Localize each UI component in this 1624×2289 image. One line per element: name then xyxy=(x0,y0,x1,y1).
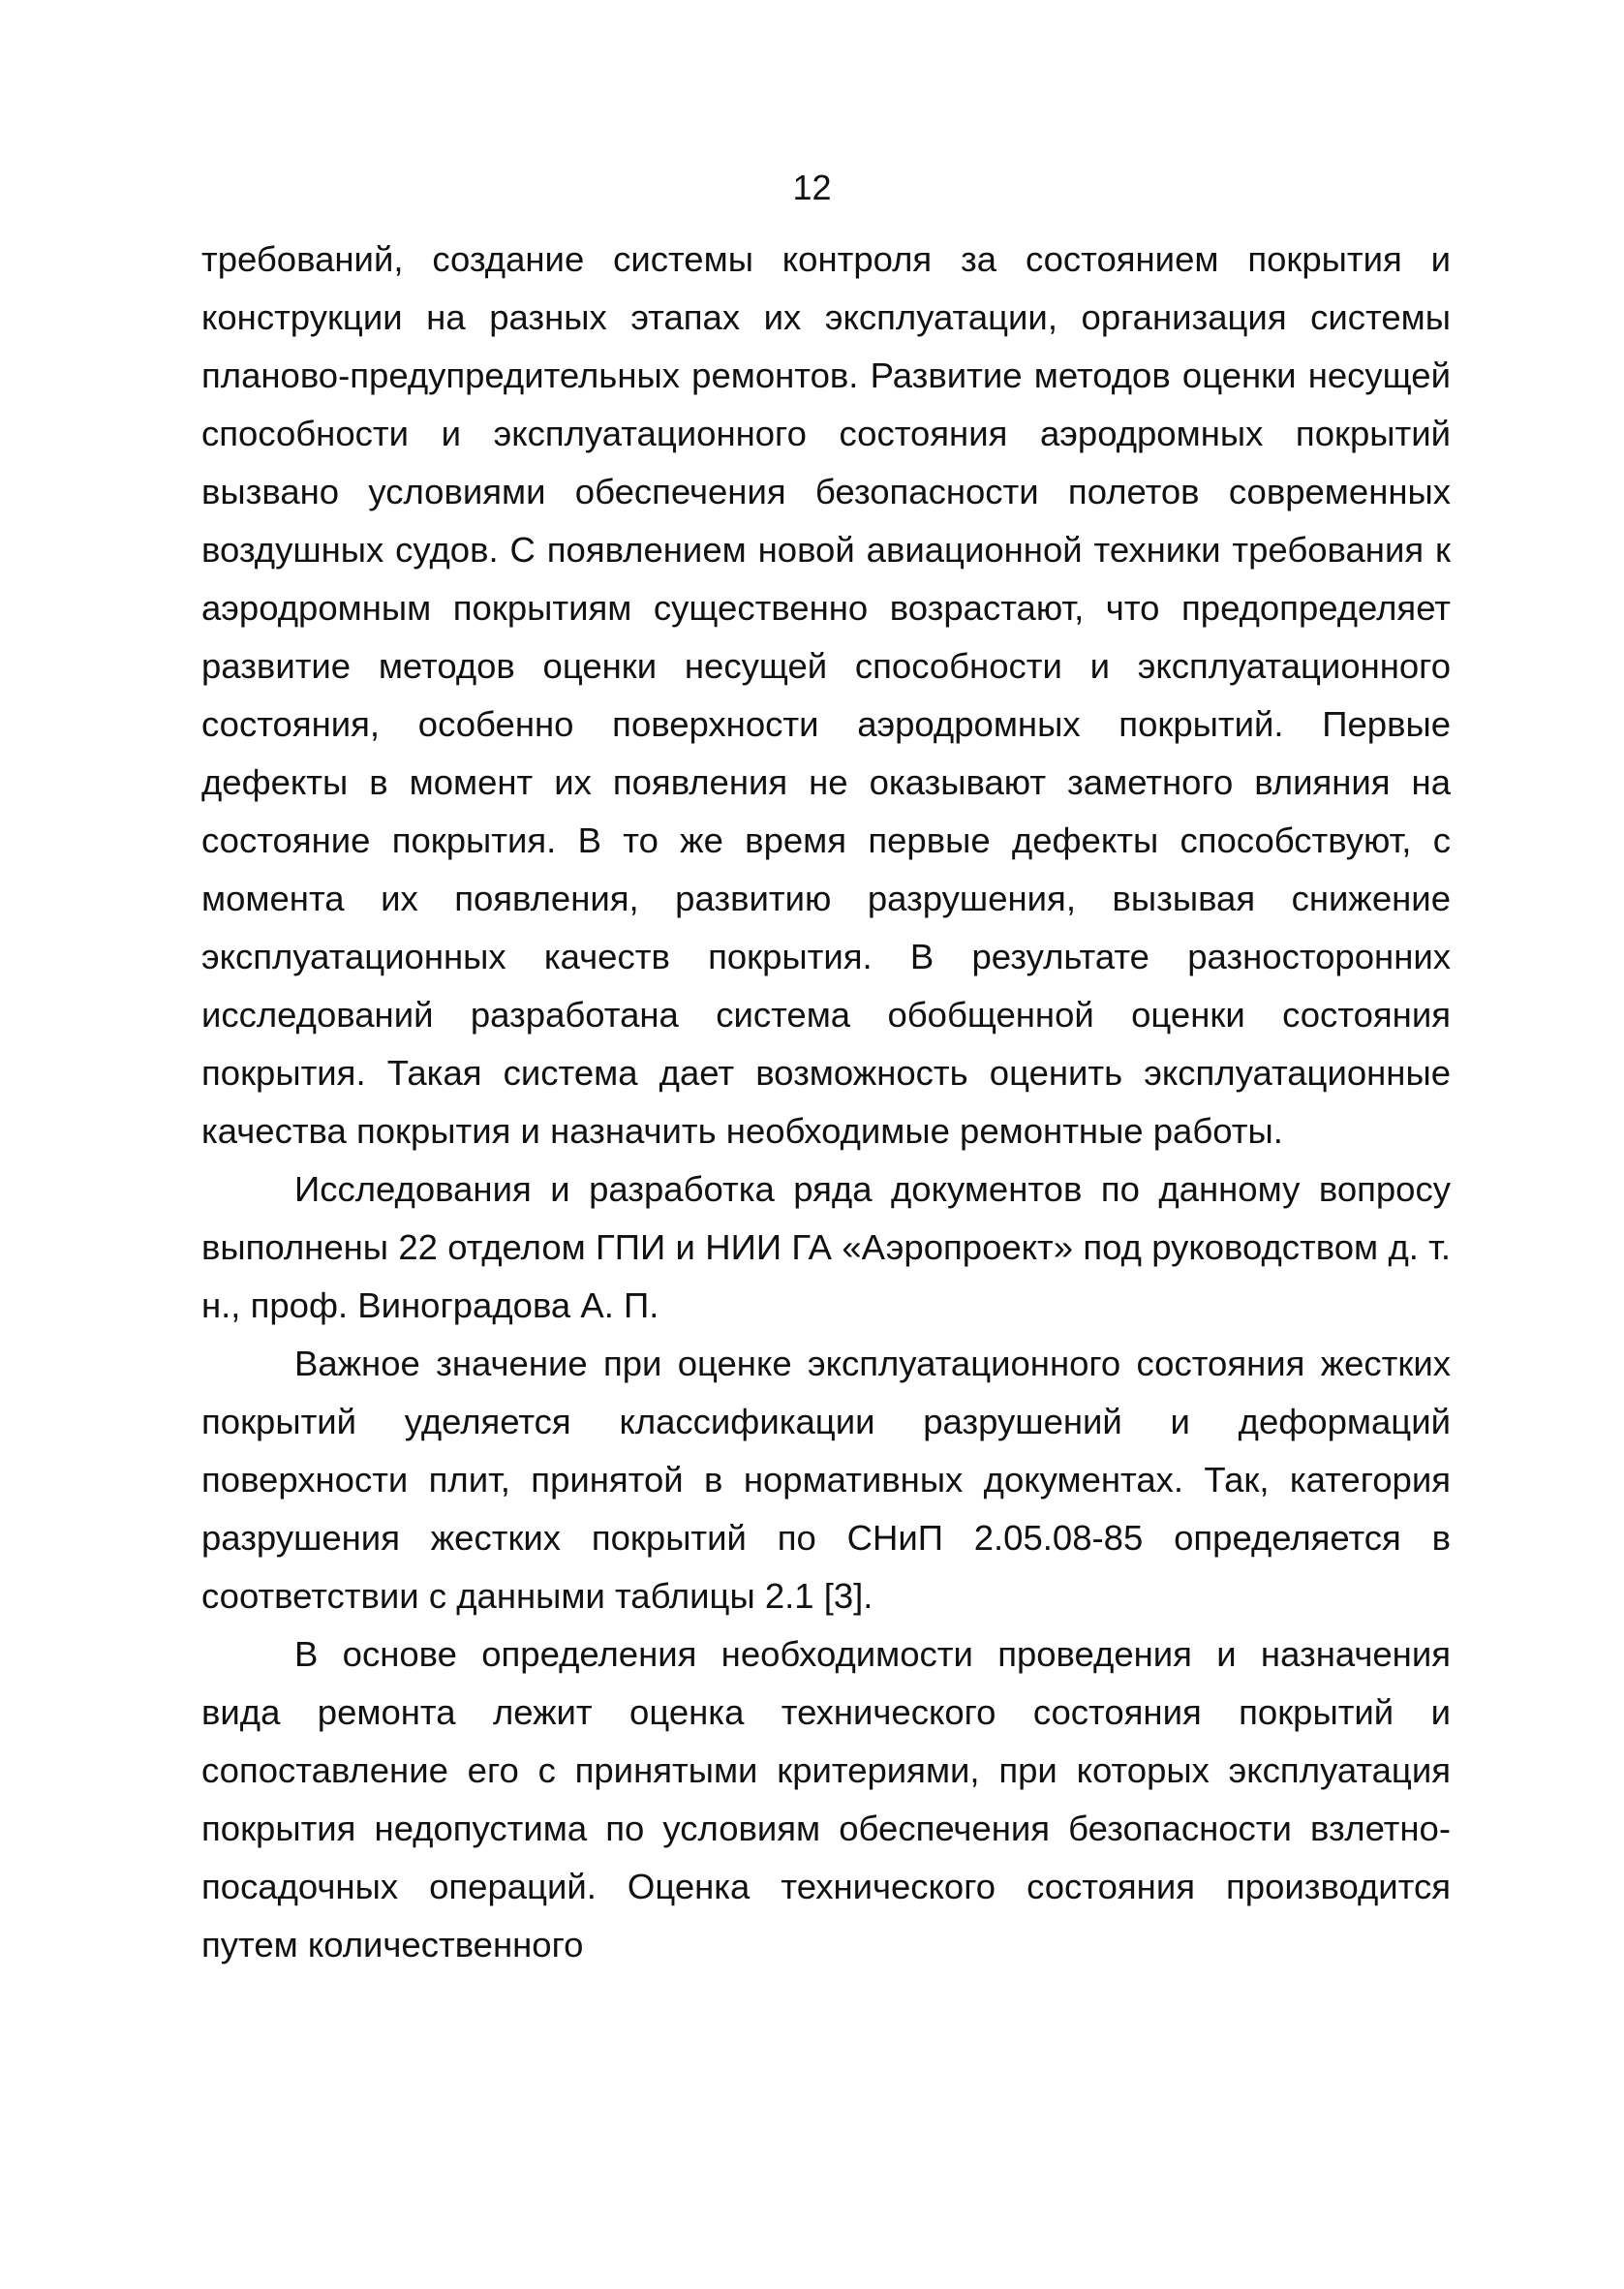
paragraph-research: Исследования и разработка ряда документов по данному вопросу выполнены 22 отделом ГПИ и НИИ ГА «Аэропроект» под руководством д. т. н., проф. Виноградова А. П. xyxy=(201,1169,1451,1325)
document-body xyxy=(201,231,1451,1974)
page-number: 12 xyxy=(792,168,832,207)
paragraph-repair-assessment: В основе определения необходимости проведения и назначения вида ремонта лежит оценка технического состояния покрытий и сопоставление его с принятыми критериями, при которых эксплуатация покрытия недопустима по условиям обеспечения безопасности взлетно-посадочных операций. Оценка технического состояния производится путем количественного xyxy=(201,1634,1451,1964)
paragraph-continuation: требований, создание системы контроля за состоянием покрытия и конструкции на разных этапах их эксплуатации, организация системы планово-предупредительных ремонтов. Развитие методов оценки несущей способности и эксплуатационного состояния аэродромных покрытий вызвано условиями обеспечения безопасности полетов современных воздушных судов. С появлением новой авиационной техники требования к аэродромным покрытиям существенно возрастают, что предопределяет развитие методов оценки несущей способности и эксплуатационного состояния, особенно поверхности аэродромных покрытий. Первые дефекты в момент их появления не оказывают заметного влияния на состояние покрытия. В то же время первые дефекты способствуют, с момента их появления, развитию разрушения, вызывая снижение эксплуатационных качеств покрытия. В результате разносторонних исследований разработана система обобщенной оценки состояния покрытия. Такая система дает возможность оценить эксплуатационные качества покрытия и назначить необходимые ремонтные работы. xyxy=(201,239,1451,1151)
paragraph-classification: Важное значение при оценке эксплуатационного состояния жестких покрытий уделяется классификации разрушений и деформаций поверхности плит, принятой в нормативных документах. Так, категория разрушения жестких покрытий по СНиП 2.05.08-85 определяется в соответствии с данными таблицы 2.1 [3]. xyxy=(201,1344,1451,1616)
